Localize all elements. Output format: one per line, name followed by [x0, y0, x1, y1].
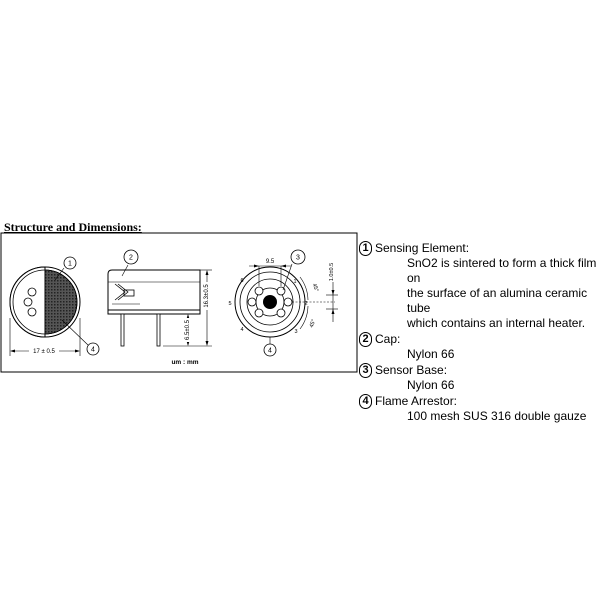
- top-view: [10, 267, 88, 356]
- legend-title: Cap:: [375, 331, 401, 346]
- legend-desc-line: which contains an internal heater.: [407, 316, 586, 330]
- legend-entry-flame-arrestor: [359, 393, 600, 424]
- legend-desc-line: the surface of an alumina ceramic tube: [407, 286, 588, 315]
- legend-title: Sensing Element:: [375, 240, 470, 255]
- callout-4: [87, 343, 99, 355]
- pin-label: 2: [304, 301, 308, 307]
- center-disc: [263, 295, 277, 309]
- legend-desc-line: Nylon 66: [407, 378, 455, 392]
- legend-entry-sensor-base: [359, 362, 600, 393]
- callout-4b-number: 4: [268, 347, 272, 355]
- side-view: [108, 265, 212, 366]
- legend-number: 2: [359, 332, 372, 347]
- pin-label: 1: [293, 279, 297, 285]
- pin-label: 6: [240, 278, 244, 284]
- pin-label: 5: [228, 301, 232, 307]
- legend-entry-sensing-element: [359, 240, 600, 331]
- callout-4-number: 4: [91, 346, 95, 354]
- legend-desc-line: 100 mesh SUS 316 double gauze: [407, 409, 587, 423]
- dimension-drawing: [0, 232, 360, 374]
- callout-3-number: 3: [296, 254, 300, 262]
- callout-2-number: 2: [129, 254, 133, 262]
- legend-number: 4: [359, 394, 372, 409]
- callout-1-number: 1: [68, 260, 72, 268]
- diameter-label: 17 ± 0.5: [33, 349, 55, 355]
- callout-1: [64, 257, 76, 269]
- legend-number: 3: [359, 363, 372, 378]
- legend-title: Flame Arrestor:: [375, 393, 458, 408]
- pin-label: 4: [240, 327, 244, 333]
- parts-legend: [359, 240, 600, 424]
- bottom-view: [228, 259, 338, 344]
- legend-number: 1: [359, 241, 372, 256]
- angle-bottom-label: 45°: [308, 318, 318, 329]
- callout-3: [291, 250, 305, 264]
- pin-gap-label: 1.0±0.5: [329, 262, 335, 282]
- callout-2: [124, 250, 138, 264]
- legend-title: Sensor Base:: [375, 362, 448, 377]
- pin-length-label: 6.5±0.5: [185, 320, 191, 340]
- pin-label: 3: [294, 329, 298, 335]
- section-heading: Structure and Dimensions:: [4, 220, 142, 234]
- callout-4-bottom: [264, 344, 276, 356]
- units-label: um : mm: [171, 359, 199, 366]
- angle-top-label: 45°: [310, 282, 320, 293]
- legend-entry-cap: [359, 331, 600, 362]
- pin-spacing-label: 9.5: [265, 259, 275, 265]
- legend-desc-line: SnO2 is sintered to form a thick film on: [407, 256, 597, 285]
- legend-desc-line: Nylon 66: [407, 347, 455, 361]
- height-label: 16.3±0.5: [204, 284, 210, 308]
